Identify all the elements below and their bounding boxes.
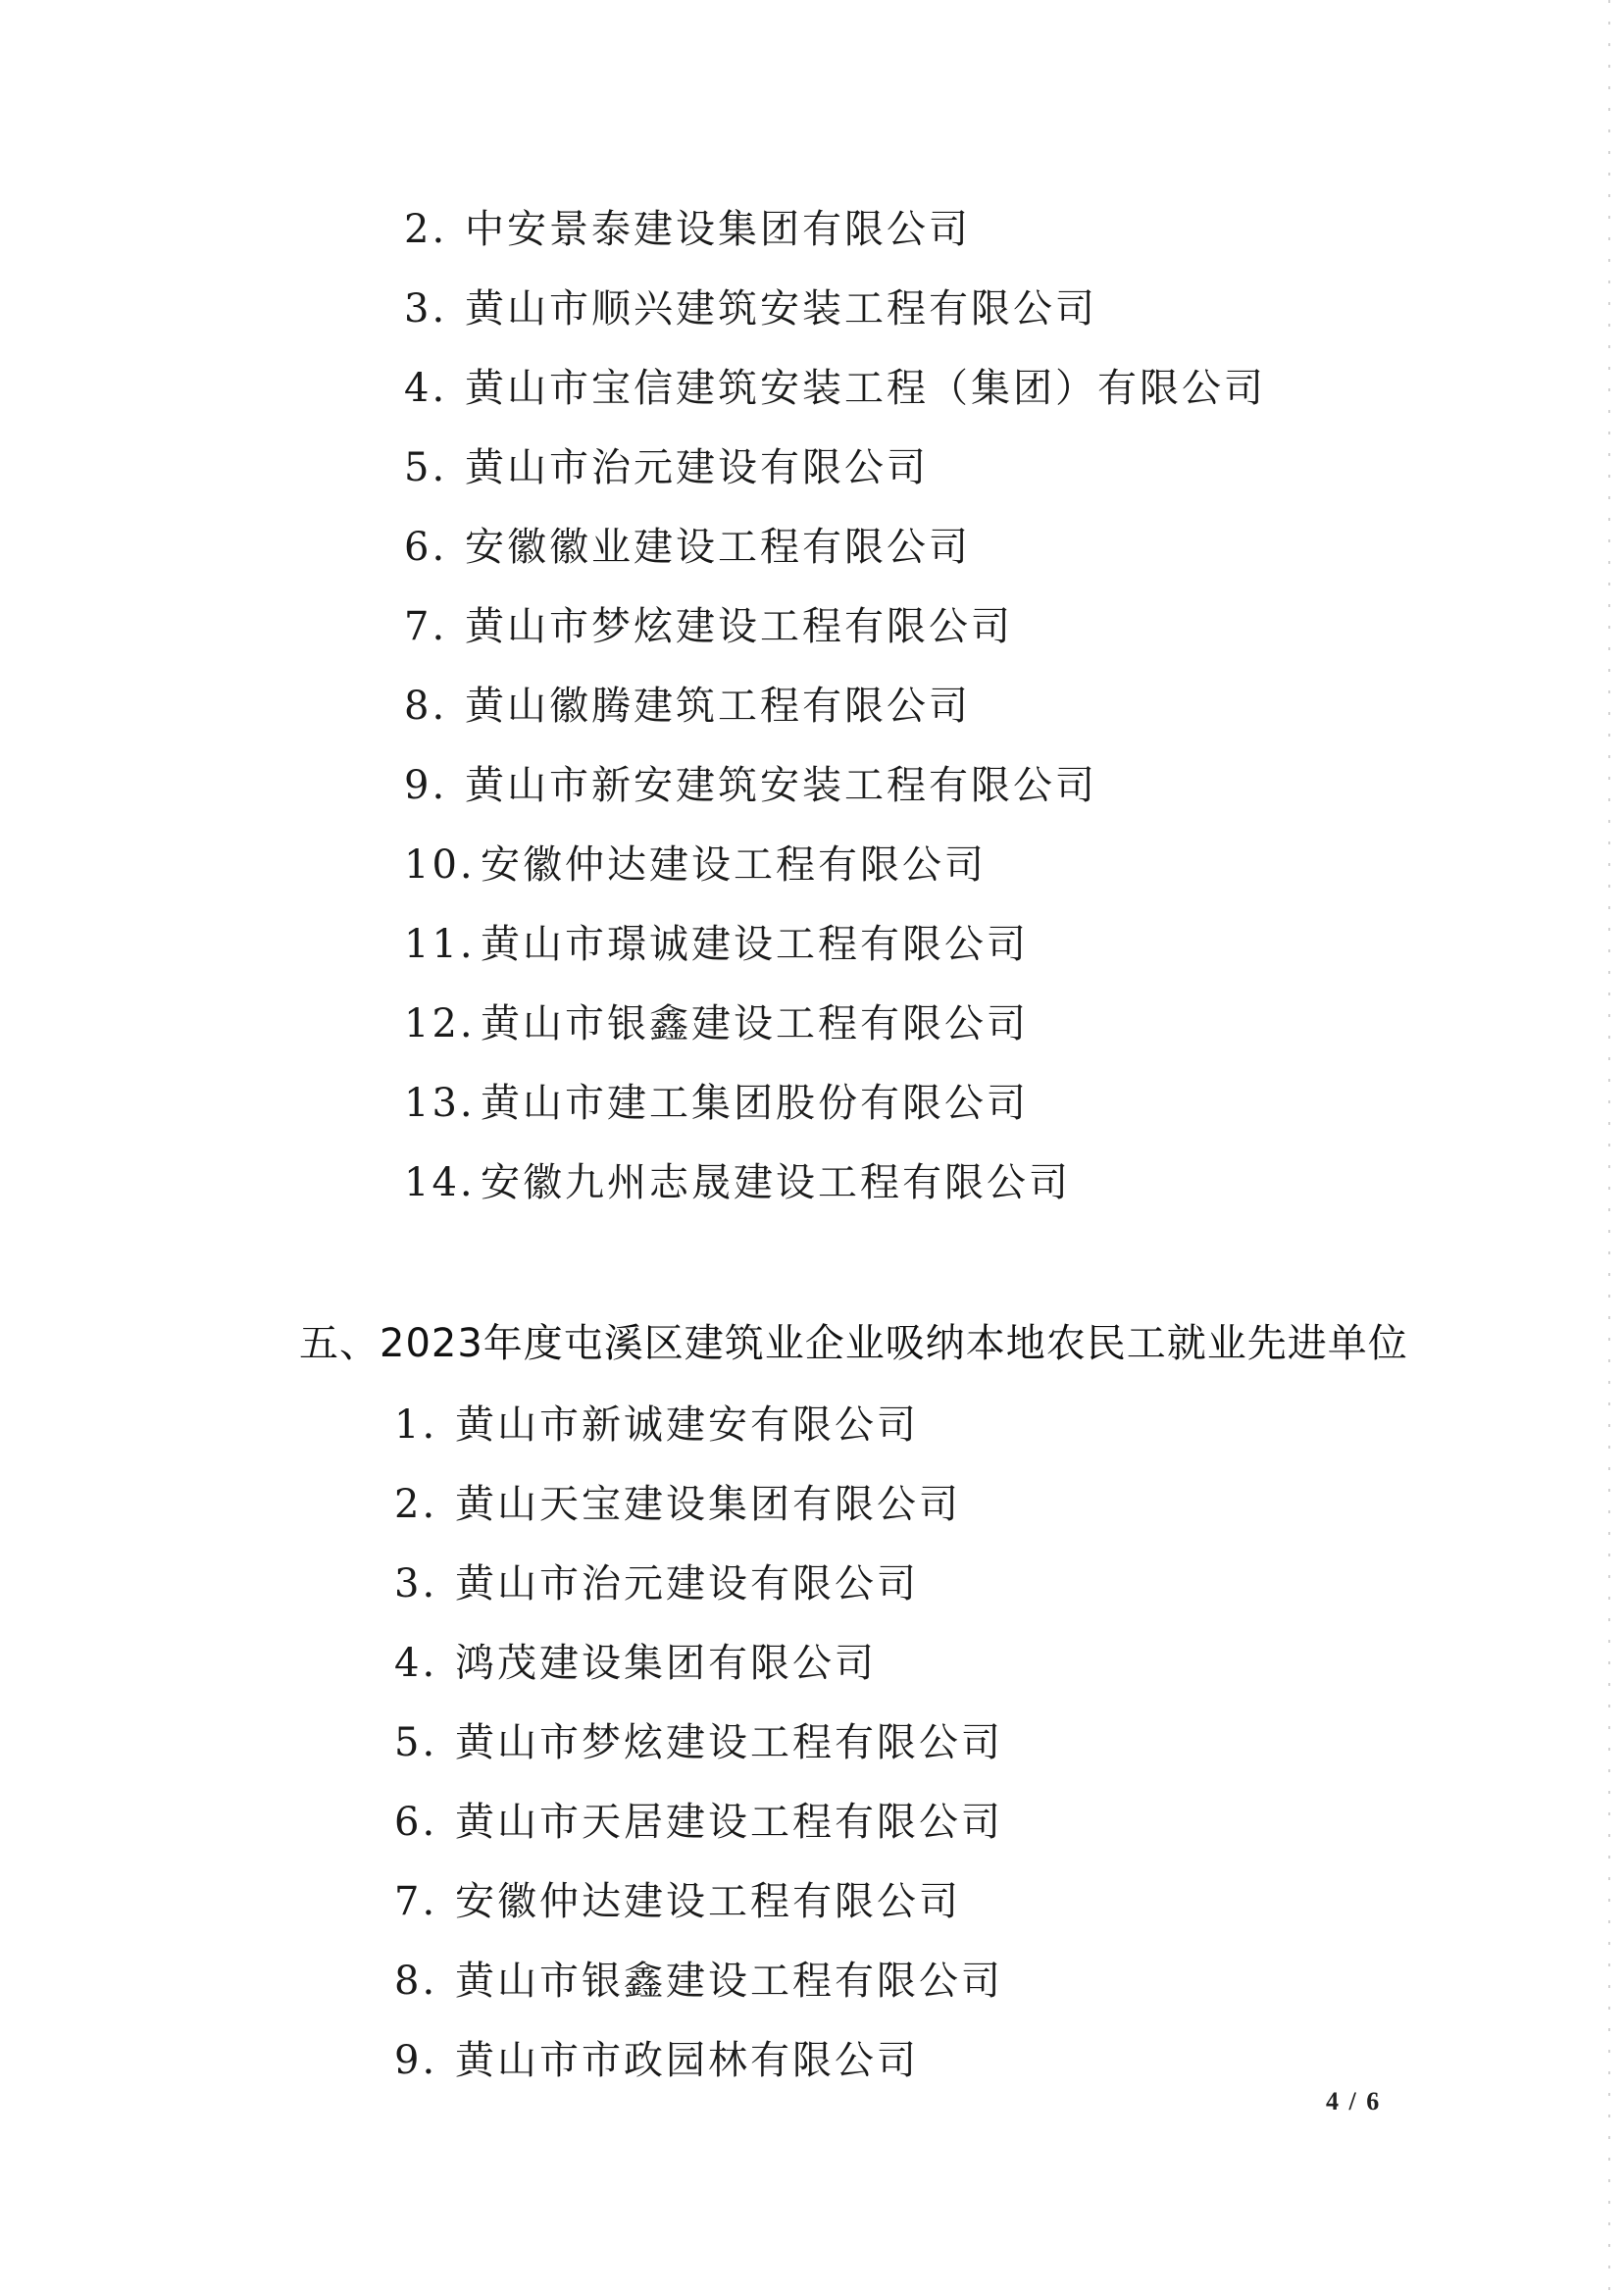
item-number: 2. (404, 207, 448, 252)
company-name: 黄山市建工集团股份有限公司 (481, 1081, 1029, 1126)
item-number: 3. (394, 1561, 438, 1606)
company-name: 黄山市璟诚建设工程有限公司 (481, 922, 1029, 967)
item-number: 9. (394, 2038, 438, 2083)
page-number: 4 / 6 (1326, 2087, 1382, 2115)
item-number: 8. (404, 684, 448, 729)
company-name: 鸿茂建设集团有限公司 (455, 1641, 877, 1686)
item-number: 6. (404, 525, 448, 570)
item-number: 9. (404, 763, 448, 808)
item-number: 11. (404, 922, 476, 967)
item-number: 5. (394, 1720, 438, 1765)
item-number: 2. (394, 1482, 438, 1527)
company-name: 黄山市新安建筑安装工程有限公司 (465, 763, 1097, 808)
item-number: 10. (404, 842, 476, 888)
item-number: 7. (404, 604, 448, 649)
company-name: 中安景泰建设集团有限公司 (465, 207, 971, 252)
item-number: 13. (404, 1081, 476, 1126)
item-number: 3. (404, 286, 448, 331)
company-name: 安徽徽业建设工程有限公司 (465, 525, 971, 570)
company-name: 黄山市梦炫建设工程有限公司 (465, 604, 1013, 649)
scan-edge-artifact (1608, 0, 1610, 2293)
company-name: 黄山市宝信建筑安装工程（集团）有限公司 (465, 366, 1266, 411)
company-name: 黄山市新诚建安有限公司 (455, 1402, 919, 1448)
item-number: 4. (394, 1641, 438, 1686)
company-name: 黄山市治元建设有限公司 (465, 445, 929, 490)
item-number: 14. (404, 1160, 476, 1205)
item-number: 7. (394, 1879, 438, 1924)
company-name: 黄山市市政园林有限公司 (455, 2038, 919, 2083)
item-number: 5. (404, 445, 448, 490)
company-name: 黄山天宝建设集团有限公司 (455, 1482, 961, 1527)
company-name: 黄山市银鑫建设工程有限公司 (481, 1001, 1029, 1046)
company-name: 黄山市梦炫建设工程有限公司 (455, 1720, 1003, 1765)
company-name: 黄山市治元建设有限公司 (455, 1561, 919, 1606)
item-number: 1. (394, 1402, 438, 1448)
company-name: 黄山市顺兴建筑安装工程有限公司 (465, 286, 1097, 331)
item-number: 6. (394, 1800, 438, 1845)
company-name: 安徽仲达建设工程有限公司 (455, 1879, 961, 1924)
company-name: 安徽仲达建设工程有限公司 (481, 842, 987, 888)
item-number: 4. (404, 366, 448, 411)
item-number: 8. (394, 1959, 438, 2004)
section-five-heading: 五、2023年度屯溪区建筑业企业吸纳本地农民工就业先进单位 (299, 1321, 1408, 1366)
company-name: 黄山徽腾建筑工程有限公司 (465, 684, 971, 729)
company-name: 黄山市天居建设工程有限公司 (455, 1800, 1003, 1845)
company-name: 黄山市银鑫建设工程有限公司 (455, 1959, 1003, 2004)
item-number: 12. (404, 1001, 476, 1046)
company-name: 安徽九州志晟建设工程有限公司 (481, 1160, 1071, 1205)
